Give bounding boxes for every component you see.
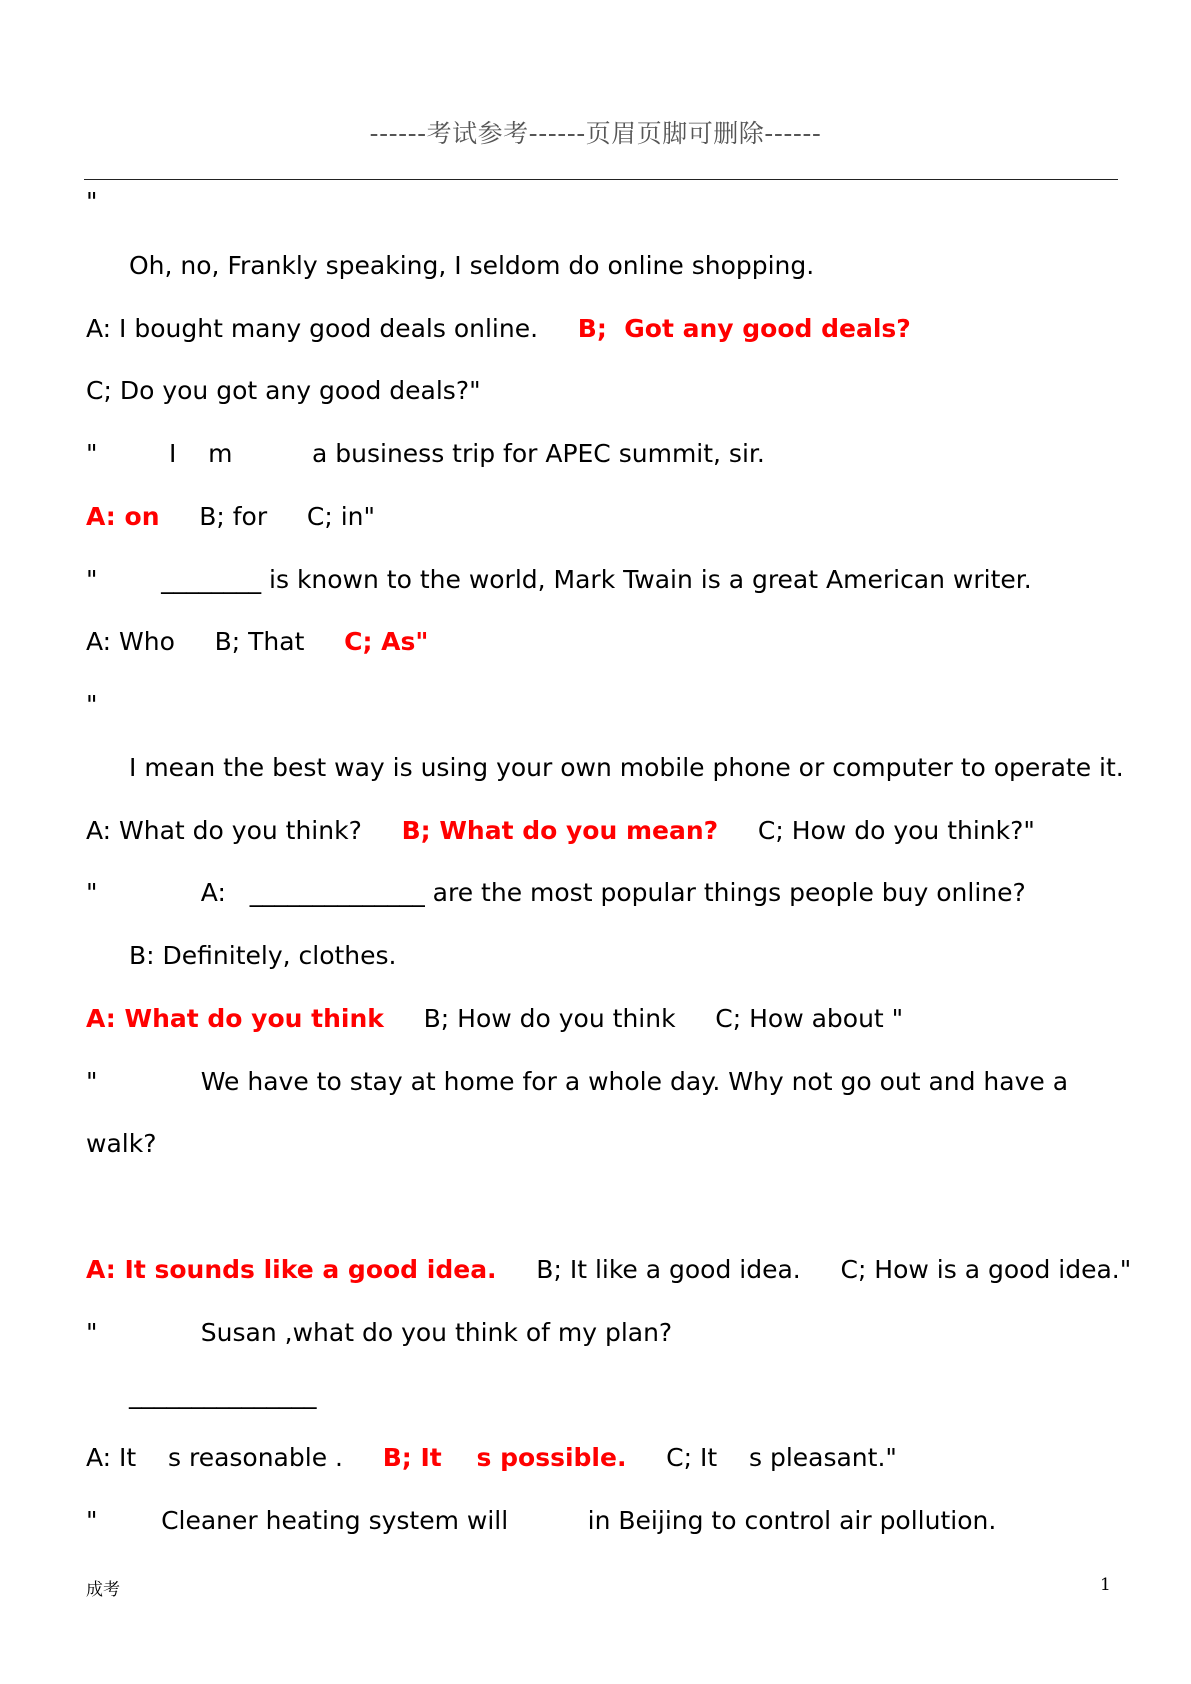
text-segment: " [86, 690, 98, 719]
footer-left: 成考 [86, 1580, 120, 1600]
text-segment: " Susan ,what do you think of my plan? [86, 1318, 673, 1347]
answer-text: B; What do you mean? [401, 816, 719, 845]
text-segment: walk? [86, 1129, 157, 1158]
text-segment: B; How do you think C; How about " [383, 1004, 904, 1033]
text-segment: B; It like a good idea. C; How is a good idea." [496, 1255, 1132, 1284]
text-line [86, 313, 911, 345]
text-line [86, 438, 765, 470]
text-segment: C; Do you got any good deals?" [86, 376, 481, 405]
text-line [86, 501, 375, 533]
text-line [86, 564, 1032, 596]
text-line [86, 877, 1026, 909]
text-segment: A: What do you think? [86, 816, 402, 845]
text-line [86, 1442, 897, 1474]
text-line [129, 940, 397, 972]
text-segment: " We have to stay at home for a whole day. Why not go out and have a [86, 1067, 1069, 1096]
text-line [86, 186, 98, 218]
text-segment: B; for C; in" [159, 502, 375, 531]
text-segment: " [86, 187, 98, 216]
text-line [129, 1379, 317, 1411]
text-segment: A: It s reasonable . [86, 1443, 383, 1472]
text-segment: C; It s pleasant." [626, 1443, 897, 1472]
text-line [86, 1317, 672, 1349]
text-segment: " I m a business trip for APEC summit, sir. [86, 439, 765, 468]
answer-text: B; It s possible. [382, 1443, 627, 1472]
text-line [86, 815, 1035, 847]
page-header: ------考试参考------页眉页脚可删除------ [369, 119, 822, 148]
answer-text: B; Got any good deals? [577, 314, 911, 343]
answer-text: A: What do you think [86, 1004, 384, 1033]
text-segment: Oh, no, Frankly speaking, I seldom do online shopping. [129, 251, 815, 280]
text-line [129, 752, 1124, 784]
text-line [86, 1066, 1068, 1098]
text-segment: " ________ is known to the world, Mark Twain is a great American writer. [86, 565, 1032, 594]
text-segment: _______________ [129, 1380, 317, 1409]
text-segment: " Cleaner heating system will in Beijing to control air pollution. [86, 1506, 997, 1535]
text-segment: " A: ______________ are the most popular things people buy online? [86, 878, 1026, 907]
text-line [86, 626, 428, 658]
text-line [129, 250, 814, 282]
text-segment: I mean the best way is using your own mobile phone or computer to operate it. [129, 753, 1124, 782]
answer-text: A: on [86, 502, 160, 531]
text-segment: A: Who B; That [86, 627, 345, 656]
text-line [86, 689, 98, 721]
header-rule [84, 179, 1118, 180]
text-line [86, 1003, 903, 1035]
text-line [86, 1128, 156, 1160]
answer-text: C; As" [344, 627, 429, 656]
text-line [86, 375, 481, 407]
text-segment: C; How do you think?" [718, 816, 1035, 845]
text-line [86, 1505, 996, 1537]
text-line [86, 1254, 1131, 1286]
page-number: 1 [1100, 1575, 1111, 1595]
text-segment: A: I bought many good deals online. [86, 314, 578, 343]
text-segment: B: Definitely, clothes. [129, 941, 397, 970]
answer-text: A: It sounds like a good idea. [86, 1255, 497, 1284]
